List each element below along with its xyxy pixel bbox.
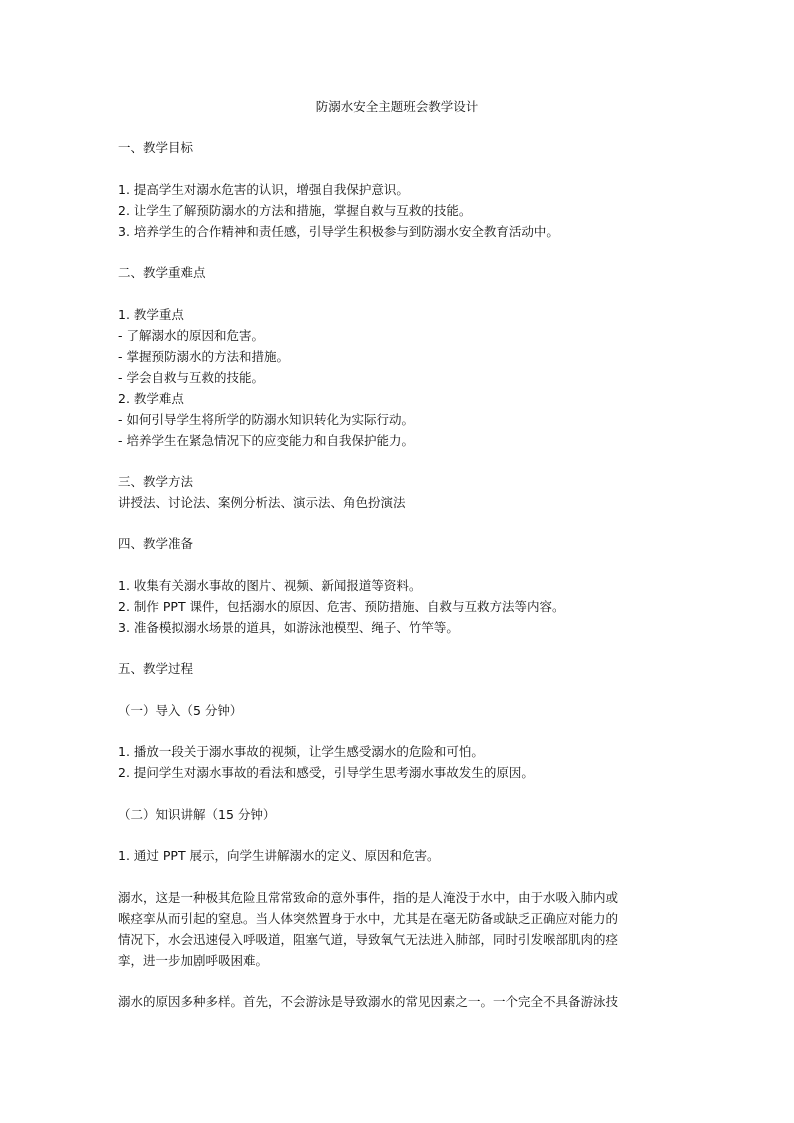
- section-heading-process: 五、教学过程: [118, 661, 194, 676]
- document-title: 防溺水安全主题班会教学设计: [315, 99, 479, 114]
- list-item: 1. 提高学生对溺水危害的认识，增强自我保护意识。: [118, 182, 409, 197]
- section-heading-objectives: 一、教学目标: [118, 140, 194, 155]
- subheading-difficult: 2. 教学难点: [118, 391, 184, 406]
- list-item: 3. 准备模拟溺水场景的道具，如游泳池模型、绳子、竹竿等。: [118, 620, 459, 635]
- list-item: - 学会自救与互救的技能。: [118, 370, 264, 385]
- list-item: - 掌握预防溺水的方法和措施。: [118, 349, 289, 364]
- paragraph-line: 溺水，这是一种极其危险且常常致命的意外事件，指的是人淹没于水中，由于水吸入肺内或: [118, 890, 619, 905]
- paragraph-line: 溺水的原因多种多样。首先，不会游泳是导致溺水的常见因素之一。一个完全不具备游泳技: [118, 994, 619, 1009]
- section-heading-preparation: 四、教学准备: [118, 536, 194, 551]
- subheading-intro: （一）导入（5 分钟）: [118, 703, 243, 718]
- list-item: 3. 培养学生的合作精神和责任感，引导学生积极参与到防溺水安全教育活动中。: [118, 224, 559, 239]
- list-item: 1. 播放一段关于溺水事故的视频，让学生感受溺水的危险和可怕。: [118, 744, 484, 759]
- list-item: 2. 让学生了解预防溺水的方法和措施，掌握自救与互救的技能。: [118, 203, 472, 218]
- section-heading-methods: 三、教学方法: [118, 474, 194, 489]
- list-item: 2. 提问学生对溺水事故的看法和感受，引导学生思考溺水事故发生的原因。: [118, 765, 534, 780]
- list-item: 2. 制作 PPT 课件，包括溺水的原因、危害、预防措施、自救与互救方法等内容。: [118, 599, 565, 614]
- list-item: - 了解溺水的原因和危害。: [118, 328, 264, 343]
- subheading-key: 1. 教学重点: [118, 307, 184, 322]
- section-heading-key-points: 二、教学重难点: [118, 265, 206, 280]
- subheading-knowledge: （二）知识讲解（15 分钟）: [118, 807, 276, 822]
- list-item: - 培养学生在紧急情况下的应变能力和自我保护能力。: [118, 433, 414, 448]
- paragraph-line: 挛，进一步加剧呼吸困难。: [118, 953, 269, 968]
- methods-text: 讲授法、讨论法、案例分析法、演示法、角色扮演法: [118, 495, 406, 510]
- paragraph-line: 情况下，水会迅速侵入呼吸道，阻塞气道，导致氧气无法进入肺部，同时引发喉部肌肉的痉: [118, 932, 619, 947]
- paragraph-line: 喉痉挛从而引起的窒息。当人体突然置身于水中，尤其是在毫无防备或缺乏正确应对能力的: [118, 911, 619, 926]
- list-item: 1. 通过 PPT 展示，向学生讲解溺水的定义、原因和危害。: [118, 848, 440, 863]
- list-item: 1. 收集有关溺水事故的图片、视频、新闻报道等资料。: [118, 578, 422, 593]
- list-item: - 如何引导学生将所学的防溺水知识转化为实际行动。: [118, 412, 414, 427]
